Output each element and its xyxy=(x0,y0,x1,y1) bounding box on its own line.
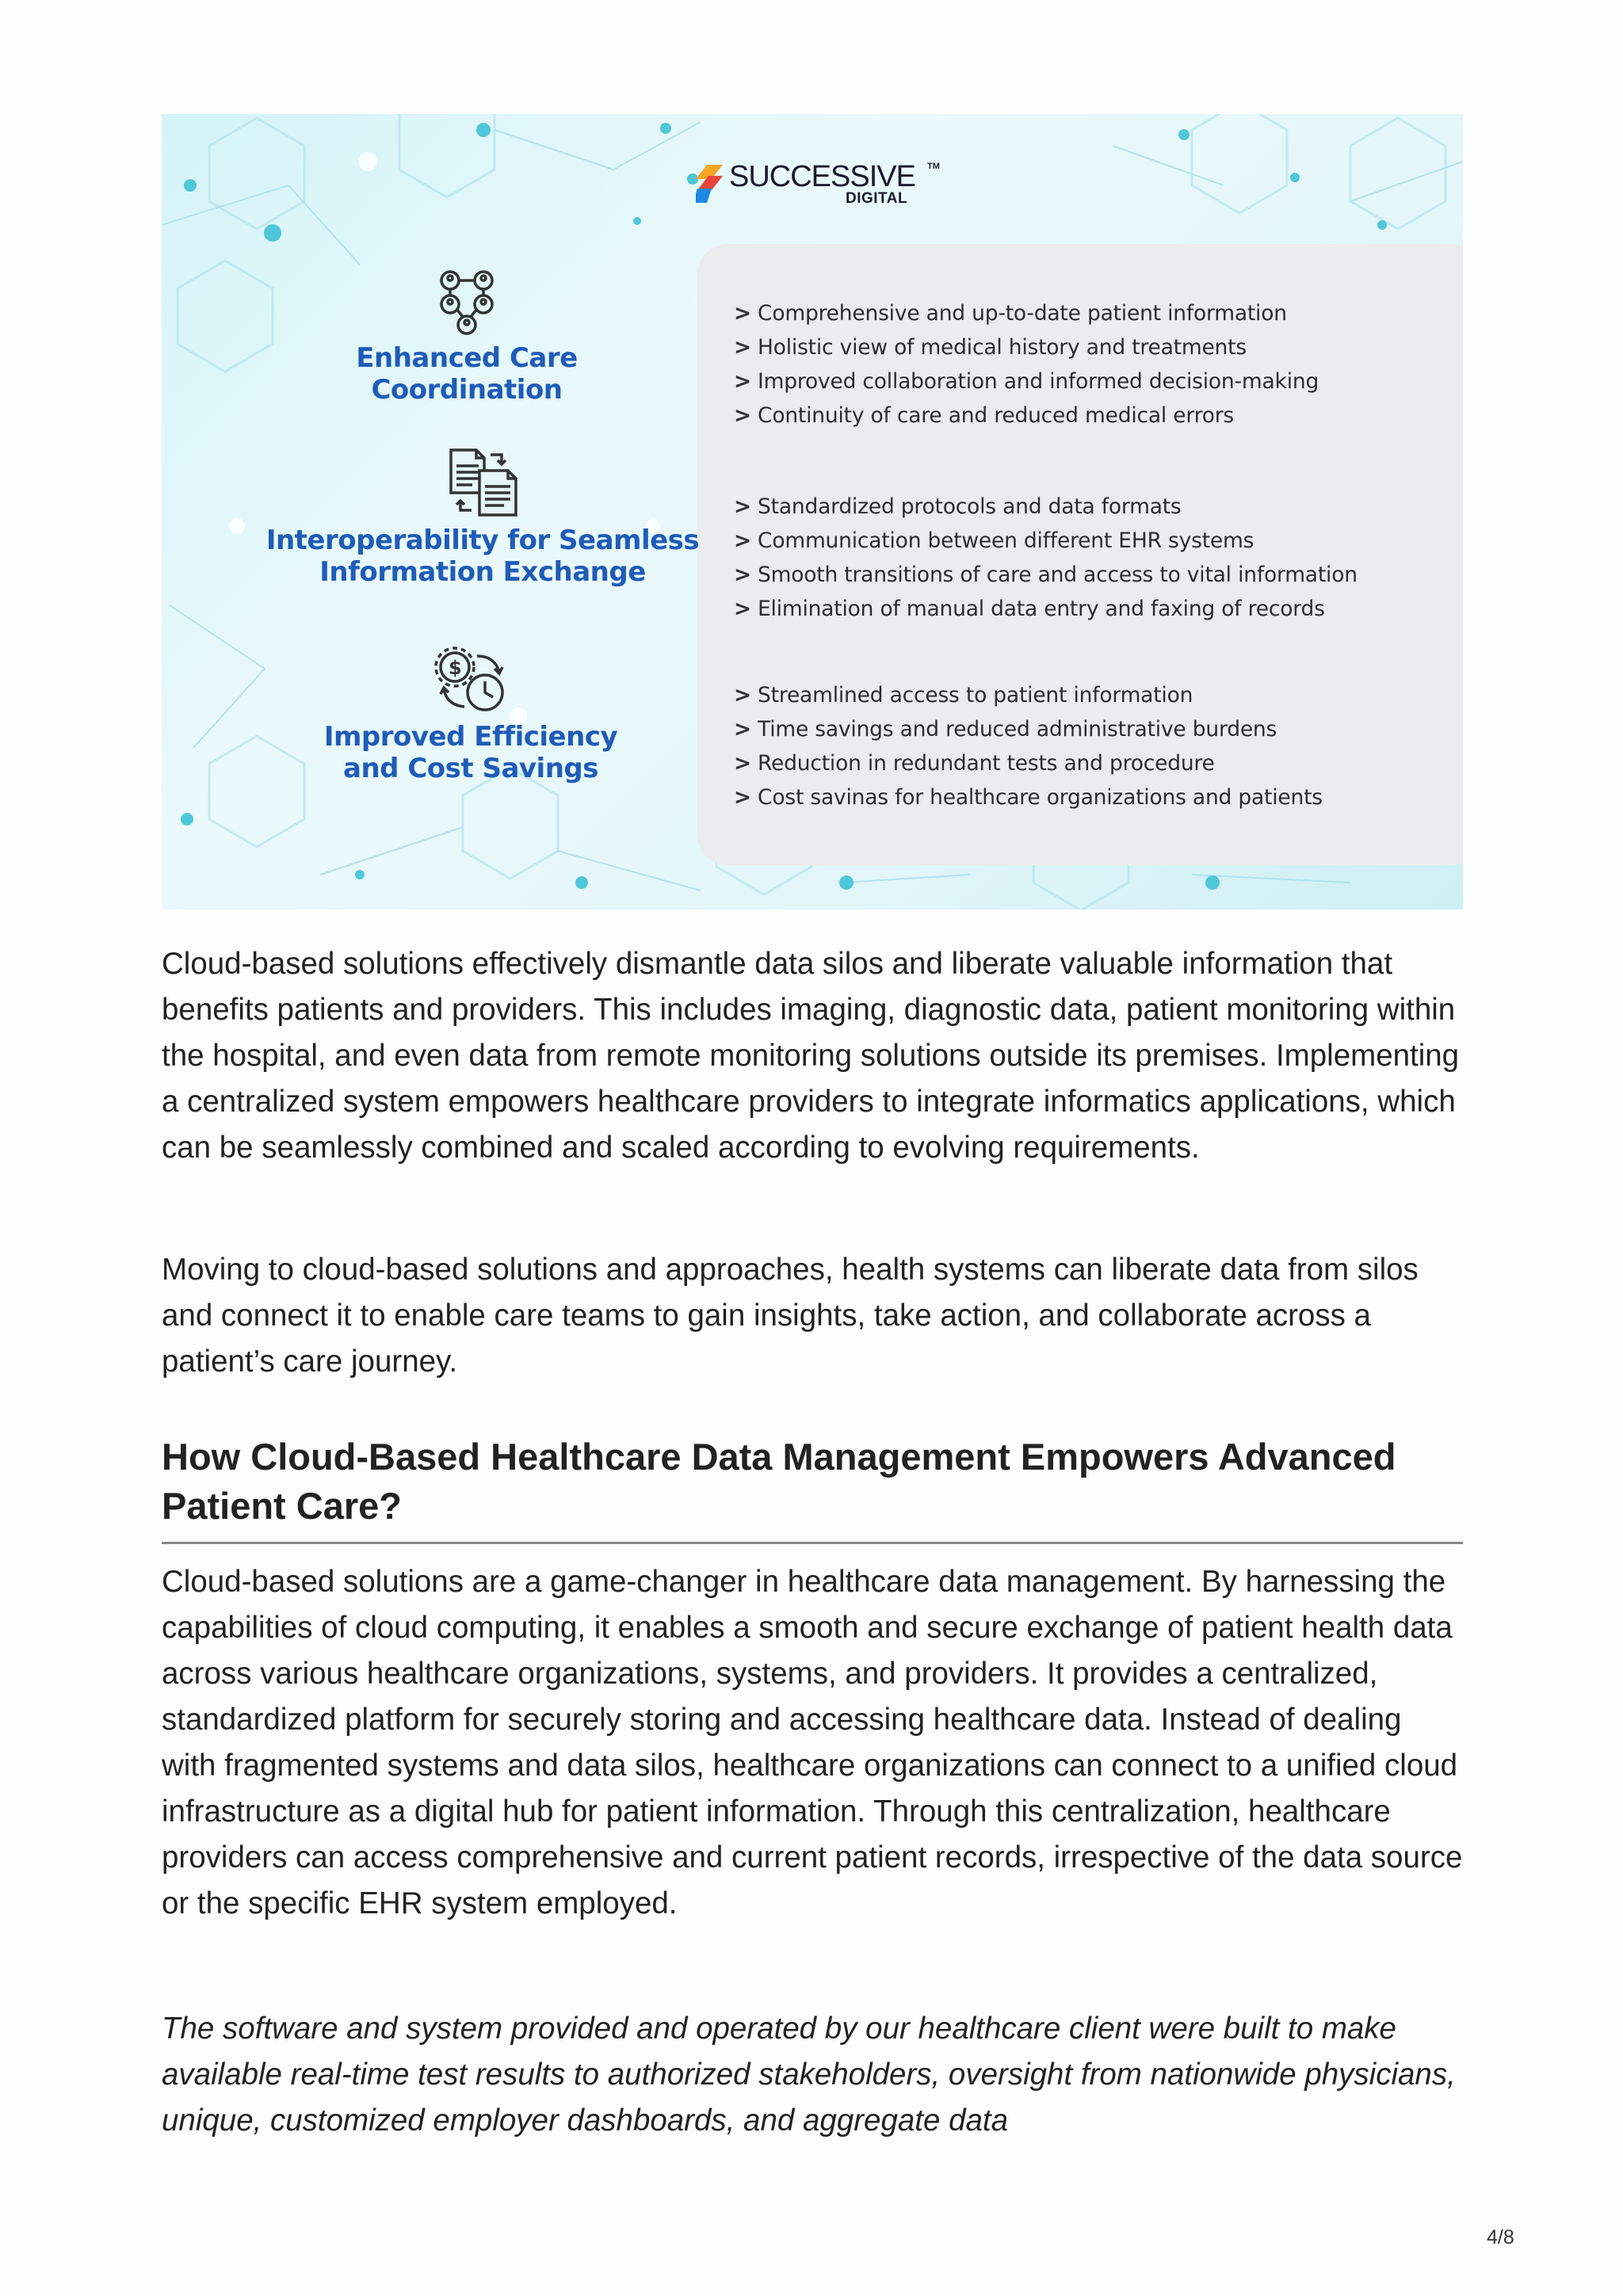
chevron-right-icon: > xyxy=(734,683,752,707)
list-item xyxy=(734,364,1319,399)
chevron-right-icon: > xyxy=(734,751,752,776)
list-item xyxy=(734,558,1358,592)
chevron-right-icon: > xyxy=(734,785,752,810)
people-network-icon xyxy=(431,269,502,336)
list-item xyxy=(734,746,1323,780)
feature-title-line: Coordination xyxy=(371,374,563,406)
list-item xyxy=(734,678,1323,712)
list-item xyxy=(734,712,1323,746)
list-item-text: Smooth transitions of care and access to vital information xyxy=(758,563,1358,587)
list-item-text: Comprehensive and up-to-date patient information xyxy=(758,301,1287,326)
article-paragraph: Cloud-based solutions effectively dismantle data silos and liberate valuable information that benefits patients and providers. This includes imaging, diagnostic data, patient monitoring within the hospital, and even data from remote monitoring solutions outside its premises. Implementing a centralized system empowers healthcare providers to integrate informatics applications, which can be seamlessly combined and scaled according to evolving requirements. xyxy=(162,947,1460,1165)
list-item-text: Continuity of care and reduced medical errors xyxy=(758,403,1235,428)
feature-title xyxy=(162,524,804,588)
list-item xyxy=(734,330,1319,364)
list-item-text: Streamlined access to patient information xyxy=(758,683,1193,707)
benefit-list-efficiency xyxy=(734,678,1323,814)
section-heading: How Cloud-Based Healthcare Data Management Empowers Advanced Patient Care? xyxy=(162,1436,1396,1527)
article-paragraph: Moving to cloud-based solutions and approaches, health systems can liberate data from silos and connect it to enable care teams to gain insights, take action, and collaborate across a patient’s care journey. xyxy=(162,1253,1419,1379)
logo-brand-name: SUCCESSIVE xyxy=(729,160,915,193)
feature-enhanced-care xyxy=(162,269,772,406)
chevron-right-icon: > xyxy=(734,369,752,394)
heading-divider xyxy=(162,1542,1463,1544)
chevron-right-icon: > xyxy=(734,563,752,587)
list-item-text: Reduction in redundant tests and procedure xyxy=(758,751,1215,776)
feature-title xyxy=(162,721,780,784)
chevron-right-icon: > xyxy=(734,717,752,742)
feature-title-line: Interoperability for Seamless xyxy=(265,524,700,556)
benefit-list-care xyxy=(734,296,1319,433)
list-item xyxy=(734,524,1358,558)
infographic-image xyxy=(162,114,1463,910)
feature-title-line: Information Exchange xyxy=(319,556,646,588)
article-paragraph: Cloud-based solutions are a game-changer in healthcare data management. By harnessing the capabilities of cloud computing, it enables a smooth and secure exchange of patient health data across various healthcare organizations, systems, and providers. It provides a centralized, standardized platform for securely storing and accessing healthcare data. Instead of dealing with fragmented systems and data silos, healthcare organizations can connect to a unified cloud infrastructure as a digital hub for patient information. Through this centralization, healthcare providers can access comprehensive and current patient records, irrespective of the data source or the specific EHR system employed. xyxy=(162,1565,1463,1920)
list-item-text: Improved collaboration and informed decision-making xyxy=(758,369,1319,394)
list-item xyxy=(734,399,1319,433)
chevron-right-icon: > xyxy=(734,403,752,428)
benefit-list-interoperability xyxy=(734,490,1358,626)
svg-text:$: $ xyxy=(449,657,462,679)
chevron-right-icon: > xyxy=(734,494,752,519)
successive-digital-logo xyxy=(696,160,949,208)
list-item xyxy=(734,780,1323,814)
document-exchange-icon xyxy=(445,447,521,518)
logo-trademark: TM xyxy=(927,162,940,171)
list-item-text: Holistic view of medical history and treatments xyxy=(758,335,1247,360)
feature-efficiency xyxy=(162,645,780,784)
chevron-right-icon: > xyxy=(734,528,752,553)
list-item-text: Elimination of manual data entry and faxing of records xyxy=(758,597,1325,621)
feature-interoperability xyxy=(162,447,804,588)
chevron-right-icon: > xyxy=(734,597,752,621)
article-quote: The software and system provided and operated by our healthcare client were built to make available real-time test results to authorized stakeholders, oversight from nationwide physicians, unique, customized employer dashboards, and aggregate data xyxy=(162,2012,1456,2138)
list-item xyxy=(734,296,1319,330)
list-item xyxy=(734,490,1358,524)
feature-title xyxy=(162,342,772,406)
list-item-text: Time savings and reduced administrative burdens xyxy=(758,717,1277,742)
page-number: 4/8 xyxy=(1487,2226,1514,2248)
logo-mark-icon xyxy=(696,165,724,203)
list-item-text: Standardized protocols and data formats xyxy=(758,494,1182,519)
feature-title-line: Improved Efficiency xyxy=(323,721,618,753)
chevron-right-icon: > xyxy=(734,301,752,326)
list-item-text: Cost savinas for healthcare organizations and patients xyxy=(758,785,1323,810)
feature-title-line: and Cost Savings xyxy=(343,753,598,784)
cost-clock-icon xyxy=(433,645,509,715)
logo-subtitle: DIGITAL xyxy=(846,190,908,207)
chevron-right-icon: > xyxy=(734,335,752,360)
list-item xyxy=(734,592,1358,626)
feature-title-line: Enhanced Care xyxy=(356,342,578,374)
list-item-text: Communication between different EHR systems xyxy=(758,528,1254,553)
